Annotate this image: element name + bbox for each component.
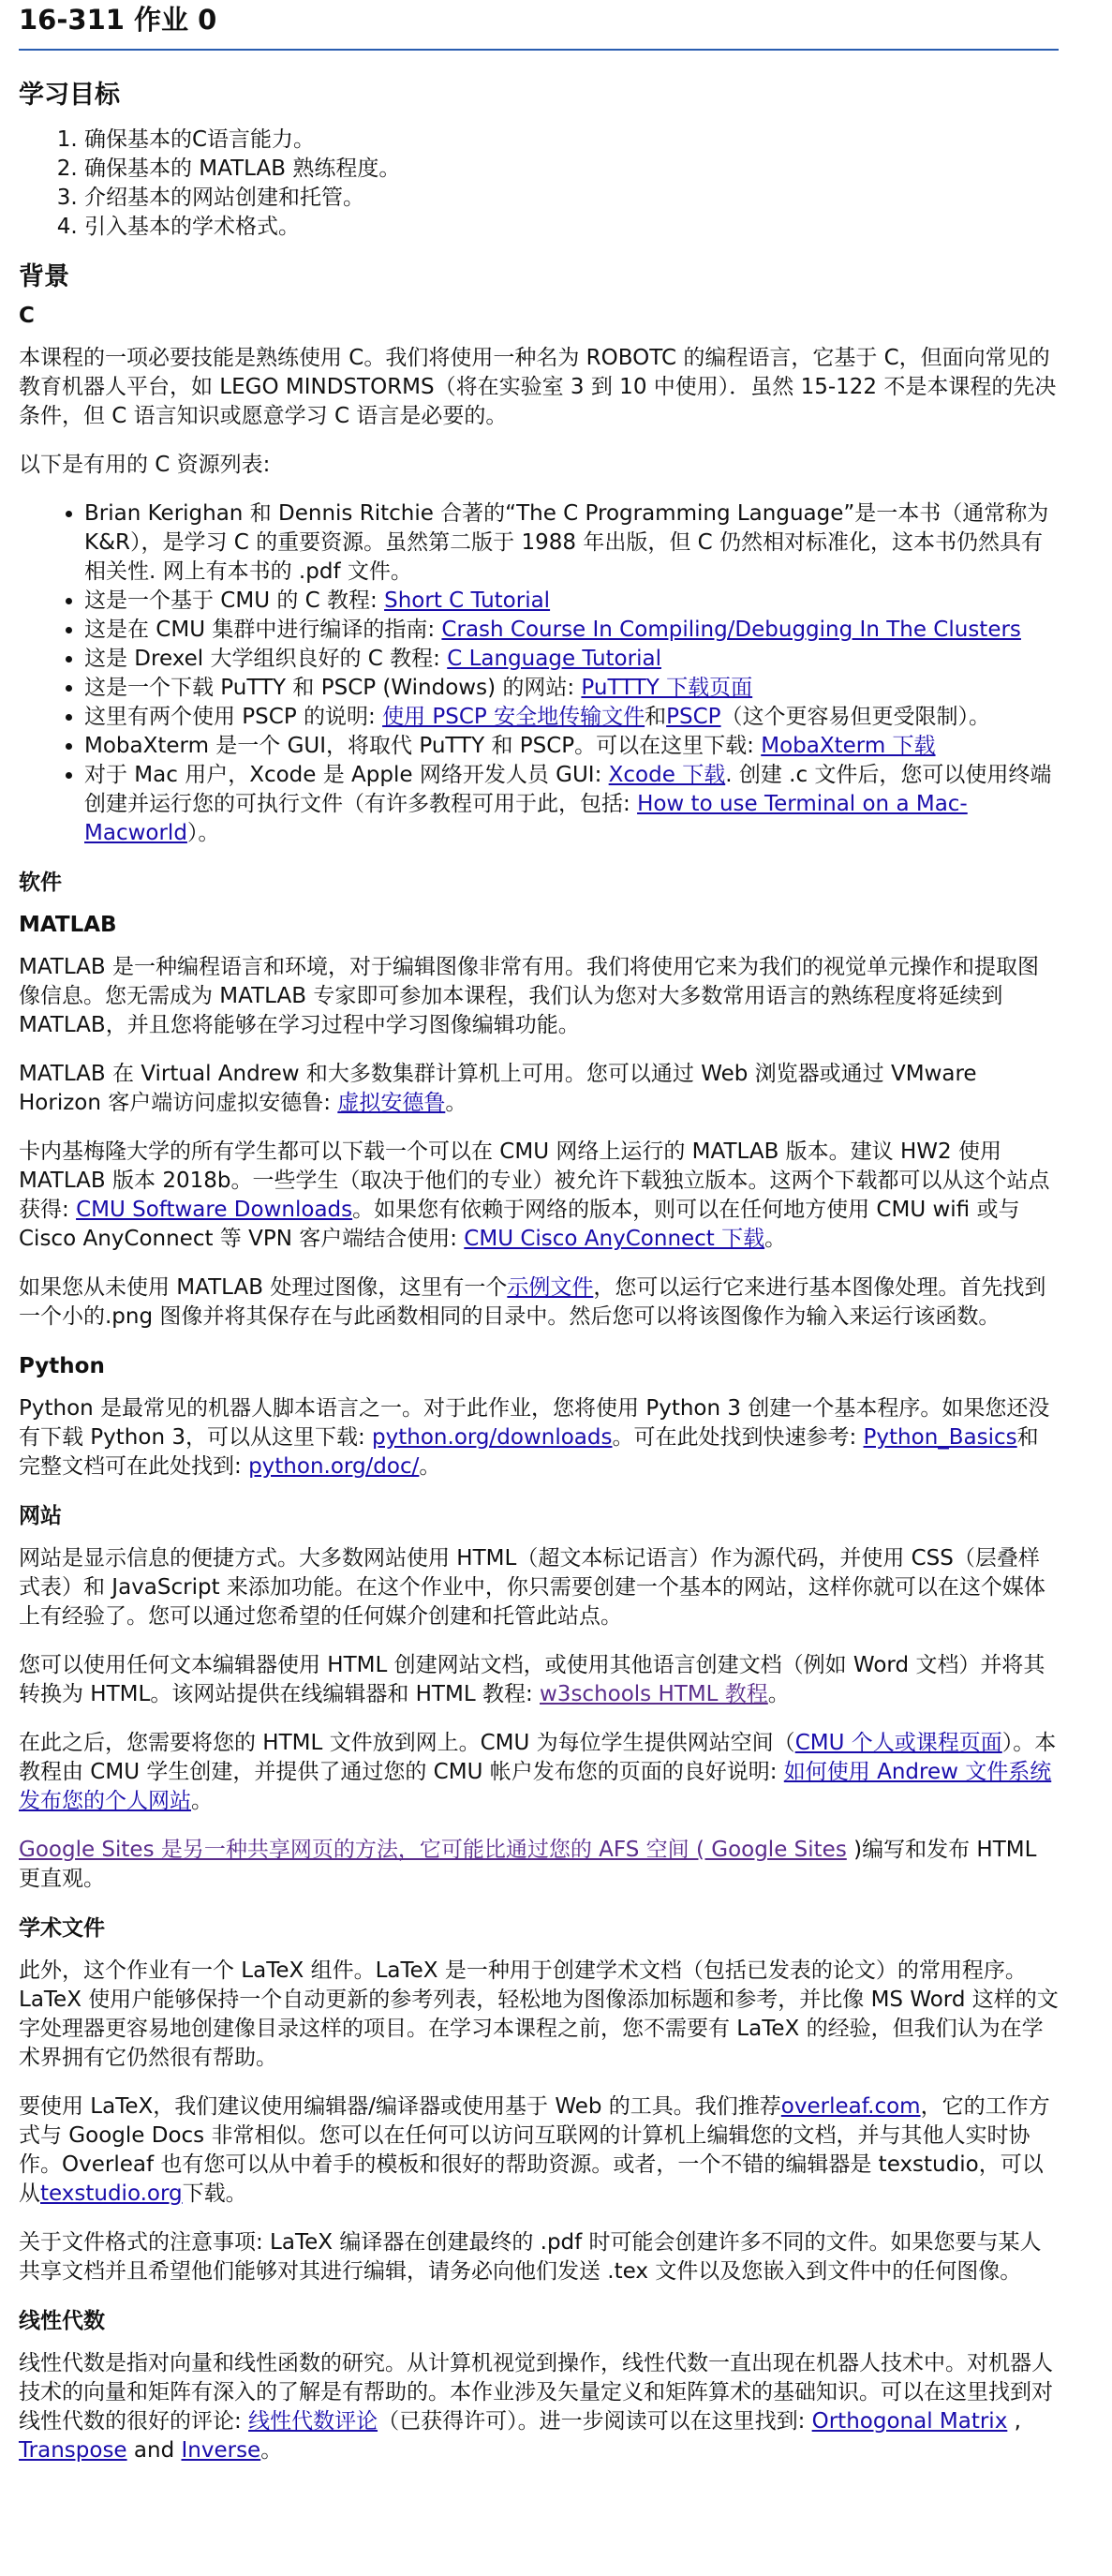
c-paragraph-1: 本课程的一项必要技能是熟练使用 C。我们将使用一种名为 ROBOTC 的编程语言，它基于 C，但面向常见的教育机器人平台，如 LEGO MINDSTORMS（将在实验室 3 到 10 中使用）．虽然 15-122 不是本课程的先决条件，但 C 语言知识或愿意学习 C 语言是必要的。 xyxy=(19,346,1057,428)
virtual-andrew-link[interactable]: 虚拟安德鲁 xyxy=(337,1091,446,1115)
website-paragraph-1: 网站是显示信息的便捷方式。大多数网站使用 HTML（超文本标记语言）作为源代码，并使用 CSS（层叠样式表）和 JavaScript 来添加功能。在这个作业中，你只需要创建一个基本的网站，这样你就可以在这个媒体上有经验了。您可以通过您希望的任何媒介创建和托管此站点。 xyxy=(19,1546,1045,1629)
list-item: • 这里有两个使用 PSCP 的说明: 使用 PSCP 安全地传输文件和PSCP（这个更容易但更受限制）。 xyxy=(84,703,1059,732)
software-heading: 软件 xyxy=(19,871,62,895)
pscp-secure-transfer-link[interactable]: 使用 PSCP 安全地传输文件 xyxy=(382,705,645,729)
c-language-tutorial-link[interactable]: C Language Tutorial xyxy=(447,647,661,671)
matlab-paragraph-3: 卡内基梅隆大学的所有学生都可以下载一个可以在 CMU 网络上运行的 MATLAB 版本。建议 HW2 使用 MATLAB 版本 2018b。一些学生（取决于他们的专业）被允许下载独立版本。这两个下载都可以从这个站点获得: CMU Software Downloads。如果您有依赖于网络的版本，则可以在任何地方使用 CMU wifi 或与 Cisco AnyConnect 等 VPN 客户端结合使用: CMU Cisco AnyConnect 下载。 xyxy=(19,1139,1050,1251)
matlab-paragraph-2: MATLAB 在 Virtual Andrew 和大多数集群计算机上可用。您可以通过 Web 浏览器或通过 VMware Horizon 客户端访问虚拟安德鲁: 虚拟安德鲁。 xyxy=(19,1062,977,1115)
mobaxterm-download-link[interactable]: MobaXterm 下载 xyxy=(761,734,936,758)
w3schools-link[interactable]: w3schools HTML 教程 xyxy=(540,1682,768,1706)
xcode-download-link[interactable]: Xcode 下载 xyxy=(608,763,726,787)
putty-download-link[interactable]: PuTTTY 下载页面 xyxy=(581,676,753,700)
example-file-link[interactable]: 示例文件 xyxy=(507,1275,594,1300)
pscp-link[interactable]: PSCP xyxy=(666,705,721,729)
objectives-list xyxy=(19,126,1059,242)
list-item: • 这是一个基于 CMU 的 C 教程: Short C Tutorial xyxy=(84,587,1059,616)
list-item: 4. 引入基本的学术格式。 xyxy=(84,213,1059,242)
list-item: 3. 介绍基本的网站创建和托管。 xyxy=(84,184,1059,213)
orthogonal-matrix-link[interactable]: Orthogonal Matrix xyxy=(811,2409,1008,2434)
website-paragraph-2: 您可以使用任何文本编辑器使用 HTML 创建网站文档，或使用其他语言创建文档（例如 Word 文档）并将其转换为 HTML。该网站提供在线编辑器和 HTML 教程: w3schools HTML 教程。 xyxy=(19,1653,1045,1706)
academic-heading: 学术文件 xyxy=(19,1916,105,1941)
list-item: • 这是在 CMU 集群中进行编译的指南: Crash Course In Compiling/Debugging In The Clusters xyxy=(84,616,1059,645)
website-paragraph-4: Google Sites 是另一种共享网页的方法，它可能比通过您的 AFS 空间 ( Google Sites )编写和发布 HTML 更直观。 xyxy=(19,1838,1037,1891)
list-item: 2. 确保基本的 MATLAB 熟练程度。 xyxy=(84,155,1059,184)
c-heading: C xyxy=(19,304,35,328)
objectives-heading: 学习目标 xyxy=(19,81,120,110)
matlab-paragraph-4: 如果您从未使用 MATLAB 处理过图像，这里有一个示例文件，您可以运行它来进行基本图像处理。首先找到一个小的.png 图像并将其保存在与此函数相同的目录中。然后您可以将该图像作为输入来运行该函数。 xyxy=(19,1275,1046,1329)
cmu-software-downloads-link[interactable]: CMU Software Downloads xyxy=(76,1198,353,1222)
inverse-link[interactable]: Inverse xyxy=(181,2438,261,2463)
linear-algebra-review-link[interactable]: 线性代数评论 xyxy=(248,2409,378,2434)
cisco-anyconnect-link[interactable]: CMU Cisco AnyConnect 下载 xyxy=(464,1227,765,1251)
linear-algebra-heading: 线性代数 xyxy=(19,2309,105,2333)
list-item: 1. 确保基本的C语言能力。 xyxy=(84,126,1059,155)
python-docs-link[interactable]: python.org/doc/ xyxy=(248,1454,420,1479)
page-title: 16-311 作业 0 xyxy=(19,0,1059,51)
andrew-publish-link[interactable]: 如何使用 Andrew 文件系统发布您的个人网站 xyxy=(19,1760,1052,1813)
python-basics-link[interactable]: Python_Basics xyxy=(863,1425,1017,1450)
list-item: • 这是一个下载 PuTTY 和 PSCP (Windows) 的网站: PuTTTY 下载页面 xyxy=(84,674,1059,703)
linear-algebra-paragraph: 线性代数是指对向量和线性函数的研究。从计算机视觉到操作，线性代数一直出现在机器人技术中。对机器人技术的向量和矩阵有深入的了解是有帮助的。本作业涉及矢量定义和矩阵算术的基础知识。可以在这里找到对线性代数的很好的评论: 线性代数评论（已获得许可）。进一步阅读可以在这里找到: Orthogonal Matrix , Transpose and Inverse。 xyxy=(19,2351,1053,2463)
c-paragraph-2: 以下是有用的 C 资源列表: xyxy=(19,453,271,477)
list-item: • 对于 Mac 用户，Xcode 是 Apple 网络开发人员 GUI: Xcode 下载. 创建 .c 文件后，您可以使用终端创建并运行您的可执行文件（有许多教程可用于此，包括: How to use Terminal on a Mac- Macworld）。 xyxy=(84,761,1059,848)
mac-terminal-link[interactable]: How to use Terminal on a Mac- Macworld xyxy=(84,792,968,845)
c-resources-list xyxy=(19,499,1059,848)
background-heading: 背景 xyxy=(19,262,69,291)
list-item: • 这是 Drexel 大学组织良好的 C 教程: C Language Tutorial xyxy=(84,645,1059,674)
python-paragraph: Python 是最常见的机器人脚本语言之一。对于此作业，您将使用 Python 3 创建一个基本程序。如果您还没有下载 Python 3，可以从这里下载: python.org/downloads。可在此处找到快速参考: Python_Basics和完整文档可在此处找到: python.org/doc/。 xyxy=(19,1396,1050,1479)
cmu-pages-link[interactable]: CMU 个人或课程页面 xyxy=(794,1731,1002,1755)
texstudio-link[interactable]: texstudio.org xyxy=(40,2181,183,2206)
python-heading: Python xyxy=(19,1354,105,1378)
google-sites-link[interactable]: Google Sites 是另一种共享网页的方法，它可能比通过您的 AFS 空间 ( Google Sites xyxy=(19,1838,847,1862)
transpose-link[interactable]: Transpose xyxy=(19,2438,127,2463)
overleaf-link[interactable]: overleaf.com xyxy=(780,2094,921,2119)
academic-paragraph-1: 此外，这个作业有一个 LaTeX 组件。LaTeX 是一种用于创建学术文档（包括已发表的论文）的常用程序。LaTeX 使用户能够保持一个自动更新的参考列表，轻松地为图像添加标题和参考，并比像 MS Word 这样的文字处理器更容易地创建像目录这样的项目。在学习本课程之前，您不需要有 LaTeX 的经验，但我们认为在学术界拥有它仍然很有帮助。 xyxy=(19,1958,1059,2070)
list-item: • MobaXterm 是一个 GUI，将取代 PuTTY 和 PSCP。可以在这里下载: MobaXterm 下载 xyxy=(84,732,1059,761)
crash-course-link[interactable]: Crash Course In Compiling/Debugging In The Clusters xyxy=(441,618,1021,642)
list-item: • Brian Kerighan 和 Dennis Ritchie 合著的“The C Programming Language”是一本书（通常称为 K&R），是学习 C 的重要资源。虽然第二版于 1988 年出版，但 C 仍然相对标准化，这本书仍然具有相关性. 网上有本书的 .pdf 文件。 xyxy=(84,499,1059,587)
website-heading: 网站 xyxy=(19,1504,62,1528)
academic-paragraph-3: 关于文件格式的注意事项: LaTeX 编译器在创建最终的 .pdf 时可能会创建许多不同的文件。如果您要与某人共享文档并且希望他们能够对其进行编辑，请务必向他们发送 .tex 文件以及您嵌入到文件中的任何图像。 xyxy=(19,2230,1042,2284)
short-c-tutorial-link[interactable]: Short C Tutorial xyxy=(384,588,551,613)
matlab-heading: MATLAB xyxy=(19,913,117,937)
academic-paragraph-2: 要使用 LaTeX，我们建议使用编辑器/编译器或使用基于 Web 的工具。我们推荐overleaf.com，它的工作方式与 Google Docs 非常相似。您可以在任何可以访问互联网的计算机上编辑您的文档，并与其他人实时协作。Overleaf 也有您可以从中着手的模板和很好的帮助资源。或者，一个不错的编辑器是 texstudio，可以从texstudio.org下载。 xyxy=(19,2094,1050,2206)
website-paragraph-3: 在此之后，您需要将您的 HTML 文件放到网上。CMU 为每位学生提供网站空间（CMU 个人或课程页面）。本教程由 CMU 学生创建，并提供了通过您的 CMU 帐户发布您的页面的良好说明: 如何使用 Andrew 文件系统发布您的个人网站。 xyxy=(19,1731,1057,1813)
matlab-paragraph-1: MATLAB 是一种编程语言和环境，对于编辑图像非常有用。我们将使用它来为我们的视觉单元操作和提取图像信息。您无需成为 MATLAB 专家即可参加本课程，我们认为您对大多数常用语言的熟练程度将延续到 MATLAB，并且您将能够在学习过程中学习图像编辑功能。 xyxy=(19,955,1040,1037)
python-downloads-link[interactable]: python.org/downloads xyxy=(372,1425,613,1450)
